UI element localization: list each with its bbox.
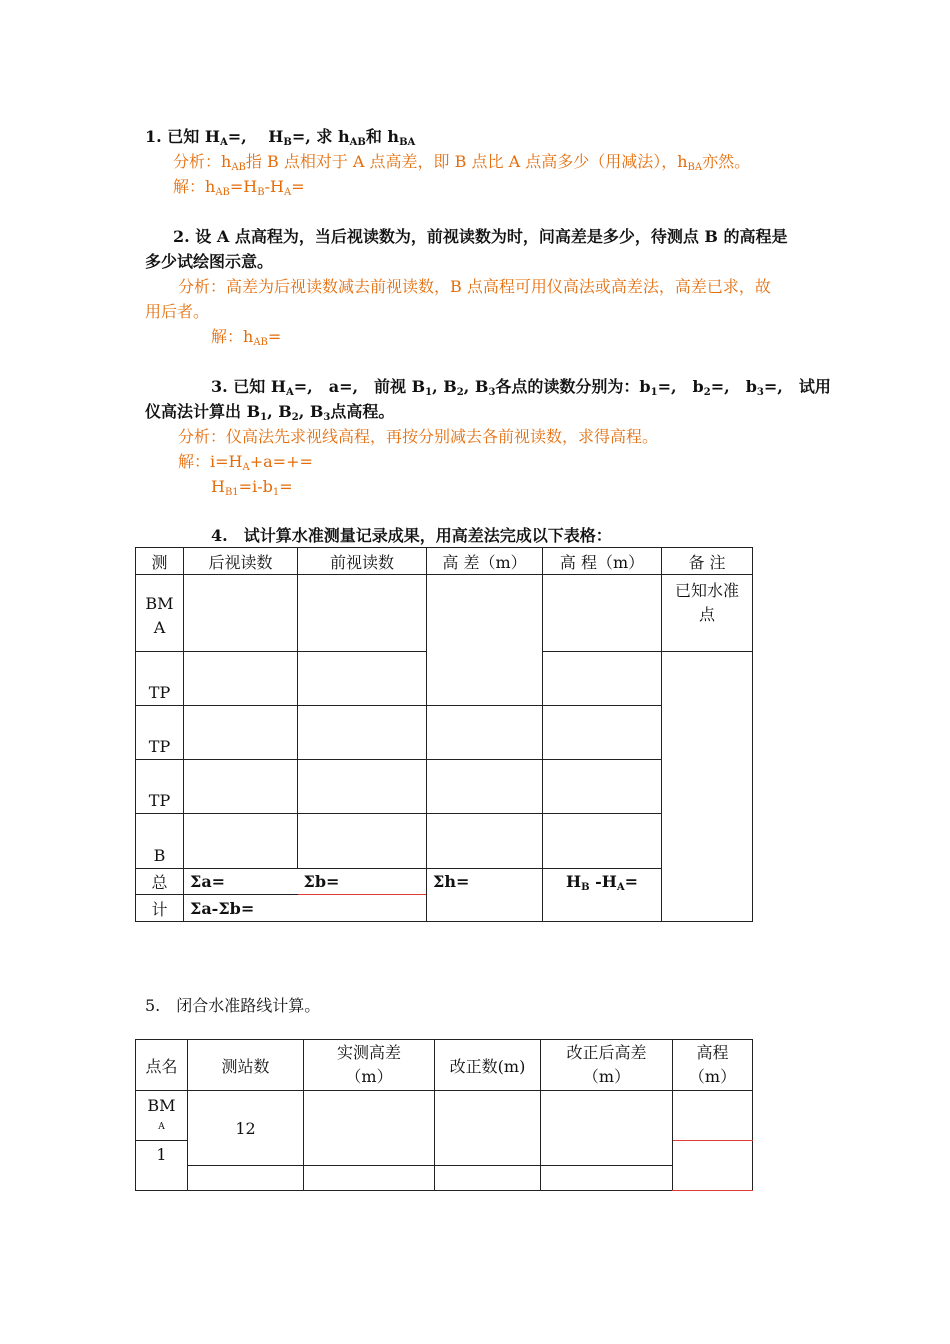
height-diff-cell[interactable] xyxy=(427,760,543,814)
calc-label: 计 xyxy=(136,895,184,922)
elevation-cell[interactable] xyxy=(543,575,662,652)
elevation-cell[interactable] xyxy=(543,814,662,869)
remark-known-benchmark: 已知水准点 xyxy=(662,575,753,652)
backsight-cell[interactable] xyxy=(184,760,298,814)
point-1: 1 xyxy=(136,1141,188,1191)
header-remark: 备 注 xyxy=(662,548,753,575)
remark-cell[interactable] xyxy=(662,652,753,922)
red-underline xyxy=(298,894,426,895)
hb-minus-ha: $H_B$ $-H_A=$ xyxy=(543,869,662,922)
height-diff-cell[interactable] xyxy=(427,575,543,706)
table-row xyxy=(136,575,753,652)
q1-analysis: 分析：$h_{AB}$指 B 点相对于 A 点高差，即 B 点比 A 点高多少（用减法），$h_{BA}$亦然。 xyxy=(173,152,751,173)
header-elevation: 高 程（m） xyxy=(543,548,662,575)
elevation-cell[interactable] xyxy=(543,706,662,760)
header-elevation: 高程（m） xyxy=(673,1040,753,1091)
foresight-cell[interactable] xyxy=(298,652,427,706)
correction-cell[interactable] xyxy=(435,1166,541,1191)
q3-solution2: $H_{B1}=i-b_1=$ xyxy=(211,477,293,498)
backsight-cell[interactable] xyxy=(184,814,298,869)
header-station: 测 xyxy=(136,548,184,575)
sum-a-minus-sum-b: Σa-Σb= xyxy=(184,895,427,922)
table-header-row xyxy=(136,1040,753,1091)
table-sum-row xyxy=(136,869,753,895)
header-backsight: 后视读数 xyxy=(184,548,298,575)
elevation-cell[interactable] xyxy=(673,1091,753,1141)
header-foresight: 前视读数 xyxy=(298,548,427,575)
station-bm-a: BM A xyxy=(136,575,184,652)
foresight-cell[interactable] xyxy=(298,814,427,869)
foresight-cell[interactable] xyxy=(298,760,427,814)
sum-b: Σb= xyxy=(298,869,427,895)
q5-title: 5. 闭合水准路线计算。 xyxy=(145,996,321,1015)
backsight-cell[interactable] xyxy=(184,652,298,706)
backsight-cell[interactable] xyxy=(184,575,298,652)
q3-line2: 仪高法计算出 $B_1$, $B_2$, $B_3$点高程。 xyxy=(145,402,395,423)
header-measured-diff: 实测高差（m） xyxy=(304,1040,435,1091)
sum-label: 总 xyxy=(136,869,184,895)
measured-diff-cell[interactable] xyxy=(304,1091,435,1166)
measured-diff-cell[interactable] xyxy=(304,1166,435,1191)
header-station-count: 测站数 xyxy=(188,1040,304,1091)
q2-solution: 解：$h_{AB}=$ xyxy=(211,327,282,348)
q3-analysis: 分析：仪高法先求视线高程，再按分别减去各前视读数，求得高程。 xyxy=(178,427,659,446)
height-diff-cell[interactable] xyxy=(427,814,543,869)
station-b: B xyxy=(136,814,184,869)
table-row xyxy=(136,1091,753,1141)
q4-title: 4. 试计算水准测量记录成果，用高差法完成以下表格： xyxy=(211,526,612,545)
station-tp: TP xyxy=(136,760,184,814)
corrected-diff-cell[interactable] xyxy=(541,1166,673,1191)
backsight-cell[interactable] xyxy=(184,706,298,760)
station-count-cell: 12 xyxy=(188,1091,304,1166)
sum-h: Σh= xyxy=(427,869,543,922)
elevation-cell[interactable] xyxy=(543,760,662,814)
q3-line1: 3. 已知 $H_A=$, a=, 前视 $B_1$, $B_2$, $B_3$各点的读数分别为：$b_1=$, $b_2=$, $b_3=$, 试用 xyxy=(211,377,831,398)
height-diff-cell[interactable] xyxy=(427,706,543,760)
correction-cell[interactable] xyxy=(435,1091,541,1166)
table-header-row xyxy=(136,548,753,575)
table-row xyxy=(136,1166,753,1191)
q2-line1: 2. 设 A 点高程为，当后视读数为，前视读数为时，问高差是多少，待测点 B 的高程是 xyxy=(173,227,788,246)
elevation-cell[interactable] xyxy=(543,652,662,706)
q2-analysis2: 用后者。 xyxy=(145,302,210,321)
station-tp: TP xyxy=(136,706,184,760)
elevation-cell[interactable] xyxy=(673,1141,753,1191)
q2-line2: 多少试绘图示意。 xyxy=(145,252,274,271)
q1-title: 1. 已知 $H_A=$, $H_B=$, 求 $h_{AB}$和 $h_{BA}$ xyxy=(145,127,416,148)
header-corrected-diff: 改正后高差（m） xyxy=(541,1040,673,1091)
header-correction: 改正数(m) xyxy=(435,1040,541,1091)
point-bm-a: BM A xyxy=(136,1091,188,1141)
station-count-cell[interactable] xyxy=(188,1166,304,1191)
q3-solution1: 解：$i=H_A+a=+=$ xyxy=(178,452,313,473)
corrected-diff-cell[interactable] xyxy=(541,1091,673,1166)
header-point-name: 点名 xyxy=(136,1040,188,1091)
station-tp: TP xyxy=(136,652,184,706)
closed-leveling-table xyxy=(135,1039,753,1191)
foresight-cell[interactable] xyxy=(298,706,427,760)
q2-analysis1: 分析：高差为后视读数减去前视读数，B 点高程可用仪高法或高差法，高差已求，故 xyxy=(178,277,771,296)
leveling-record-table xyxy=(135,547,753,922)
foresight-cell[interactable] xyxy=(298,575,427,652)
q1-solution: 解：$h_{AB}=H_B-H_A=$ xyxy=(173,177,305,198)
header-height-diff: 高 差（m） xyxy=(427,548,543,575)
sum-a: Σa= xyxy=(184,869,298,895)
